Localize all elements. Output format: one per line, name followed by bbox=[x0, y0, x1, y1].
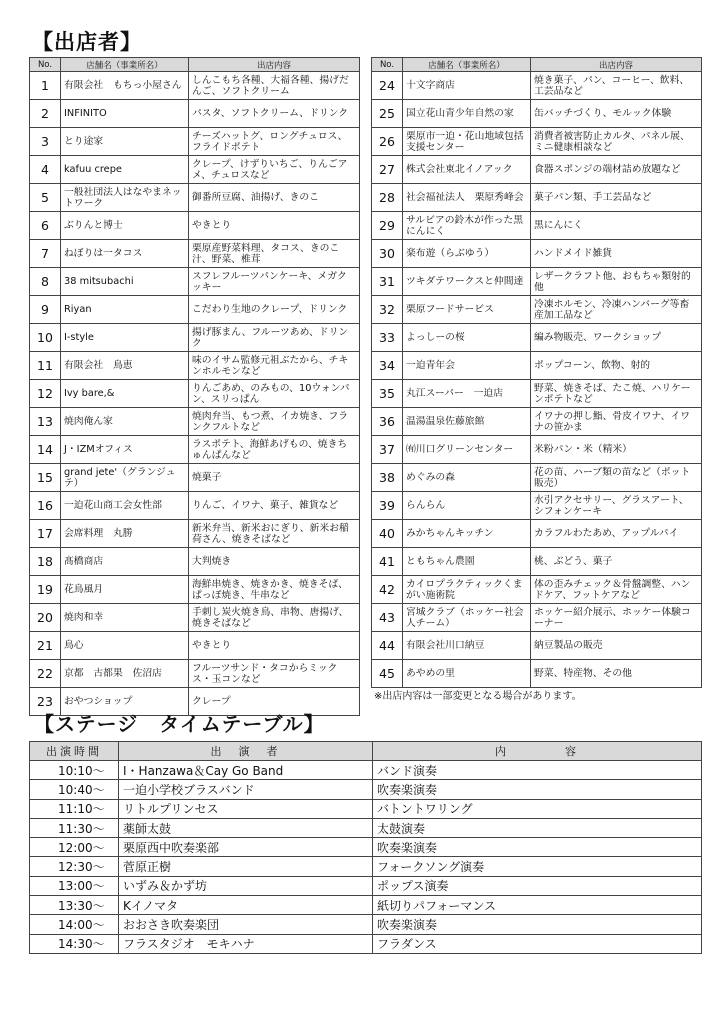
vendor-content: 栗原産野菜料理、タコス、きのこ汁、野菜、椎茸 bbox=[189, 240, 360, 268]
vendor-name: I-style bbox=[61, 324, 189, 352]
vendor-content: クレープ、けずりいちご、りんごアメ、チュロスなど bbox=[189, 156, 360, 184]
vendor-content: りんごあめ、のみもの、10ウォンパン、スリっぱん bbox=[189, 380, 360, 408]
vendor-row bbox=[372, 604, 702, 632]
stage-time: 14:30～ bbox=[30, 934, 119, 953]
stage-row bbox=[30, 934, 702, 953]
stage-performer: Kイノマタ bbox=[119, 896, 373, 915]
vendor-no: 6 bbox=[30, 212, 61, 240]
vendor-no: 18 bbox=[30, 548, 61, 576]
stage-title: 【ステージ タイムテーブル】 bbox=[34, 712, 325, 736]
vendor-name: 十文字商店 bbox=[403, 72, 531, 100]
vendor-no: 13 bbox=[30, 408, 61, 436]
stage-performer: リトルプリンセス bbox=[119, 799, 373, 818]
stage-time: 14:00～ bbox=[30, 915, 119, 934]
stage-row bbox=[30, 838, 702, 857]
vendor-no: 16 bbox=[30, 492, 61, 520]
vendor-content: やきとり bbox=[189, 632, 360, 660]
vendor-no: 9 bbox=[30, 296, 61, 324]
vendor-content: 米粉パン・米（精米） bbox=[531, 436, 702, 464]
stage-row bbox=[30, 780, 702, 799]
vendor-name: INFINITO bbox=[61, 100, 189, 128]
change-note: ※出店内容は一部変更となる場合があります。 bbox=[374, 691, 582, 702]
header-name: 店舗名（事業所名） bbox=[61, 58, 189, 72]
vendor-name: 有限会社川口納豆 bbox=[403, 632, 531, 660]
vendor-name: 株式会社東北イノアック bbox=[403, 156, 531, 184]
vendor-name: 鳥心 bbox=[61, 632, 189, 660]
vendor-no: 4 bbox=[30, 156, 61, 184]
vendor-content: 缶バッチづくり、モルック体験 bbox=[531, 100, 702, 128]
vendor-row bbox=[30, 296, 360, 324]
stage-time: 13:30～ bbox=[30, 896, 119, 915]
vendor-row bbox=[372, 352, 702, 380]
vendor-name: よっしーの桜 bbox=[403, 324, 531, 352]
vendor-content: 味のイサム監修元祖ぶたから、チキンホルモンなど bbox=[189, 352, 360, 380]
vendor-name: サルビアの鈴木が作った黒にんにく bbox=[403, 212, 531, 240]
stage-performer: 栗原西中吹奏楽部 bbox=[119, 838, 373, 857]
vendor-content: 花の苗、ハーブ類の苗など（ポット販売） bbox=[531, 464, 702, 492]
stage-content: 吹奏楽演奏 bbox=[373, 915, 702, 934]
vendor-content: 食器スポンジの端材詰め放題など bbox=[531, 156, 702, 184]
vendor-no: 20 bbox=[30, 604, 61, 632]
vendor-name: あやめの里 bbox=[403, 660, 531, 688]
vendor-row bbox=[30, 352, 360, 380]
header-content: 出店内容 bbox=[531, 58, 702, 72]
vendor-row bbox=[372, 660, 702, 688]
vendor-content: 菓子パン類、手工芸品など bbox=[531, 184, 702, 212]
vendor-name: 一迫青年会 bbox=[403, 352, 531, 380]
vendor-no: 35 bbox=[372, 380, 403, 408]
vendor-content: カラフルわたあめ、アップルパイ bbox=[531, 520, 702, 548]
vendor-no: 28 bbox=[372, 184, 403, 212]
vendor-no: 36 bbox=[372, 408, 403, 436]
vendor-row bbox=[372, 324, 702, 352]
vendor-row bbox=[372, 408, 702, 436]
vendor-name: 会席料理 丸勝 bbox=[61, 520, 189, 548]
vendor-no: 45 bbox=[372, 660, 403, 688]
vendor-name: おやつショップ bbox=[61, 688, 189, 716]
vendor-name: Ivy bare,& bbox=[61, 380, 189, 408]
vendor-row bbox=[30, 212, 360, 240]
stage-content: バンド演奏 bbox=[373, 761, 702, 780]
vendor-name: めぐみの森 bbox=[403, 464, 531, 492]
vendor-name: 有限会社 もちっ小屋さん bbox=[61, 72, 189, 100]
vendor-name: J・IZMオフィス bbox=[61, 436, 189, 464]
vendor-no: 37 bbox=[372, 436, 403, 464]
vendor-no: 44 bbox=[372, 632, 403, 660]
header-name: 店舗名（事業所名） bbox=[403, 58, 531, 72]
vendor-no: 17 bbox=[30, 520, 61, 548]
vendor-no: 31 bbox=[372, 268, 403, 296]
vendor-content: 御番所豆腐、油揚げ、きのこ bbox=[189, 184, 360, 212]
vendor-no: 15 bbox=[30, 464, 61, 492]
vendor-content: 納豆製品の販売 bbox=[531, 632, 702, 660]
header-no: No. bbox=[372, 58, 403, 72]
vendor-content: 消費者被害防止カルタ、パネル展、ミニ健康相談など bbox=[531, 128, 702, 156]
stage-content: バトントワリング bbox=[373, 799, 702, 818]
vendor-row bbox=[30, 660, 360, 688]
vendor-no: 38 bbox=[372, 464, 403, 492]
vendor-no: 41 bbox=[372, 548, 403, 576]
header-time: 出演時間 bbox=[30, 742, 119, 761]
vendor-content: 焼き菓子、パン、コーヒー、飲料、工芸品など bbox=[531, 72, 702, 100]
vendor-row bbox=[30, 548, 360, 576]
vendor-content: 焼肉弁当、もつ煮、イカ焼き、フランクフルトなど bbox=[189, 408, 360, 436]
vendor-row bbox=[30, 184, 360, 212]
vendor-row bbox=[372, 100, 702, 128]
vendor-content: 野菜、特産物、その他 bbox=[531, 660, 702, 688]
vendor-row bbox=[30, 436, 360, 464]
stage-performer: いずみ＆かず坊 bbox=[119, 876, 373, 895]
vendor-no: 43 bbox=[372, 604, 403, 632]
vendor-name: 楽布遊（らぶゆう） bbox=[403, 240, 531, 268]
vendor-name: 温湯温泉佐藤旅館 bbox=[403, 408, 531, 436]
vendor-row bbox=[372, 128, 702, 156]
vendor-no: 14 bbox=[30, 436, 61, 464]
vendor-content: 編み物販売、ワークショップ bbox=[531, 324, 702, 352]
vendor-row bbox=[30, 464, 360, 492]
vendor-name: 国立花山青少年自然の家 bbox=[403, 100, 531, 128]
stage-content: ポップス演奏 bbox=[373, 876, 702, 895]
vendor-row bbox=[372, 156, 702, 184]
vendor-name: 焼肉俺ん家 bbox=[61, 408, 189, 436]
vendor-content: 体の歪みチェック＆骨盤調整、ハンドケア、フットケアなど bbox=[531, 576, 702, 604]
vendors-table-right bbox=[371, 57, 702, 688]
vendor-no: 22 bbox=[30, 660, 61, 688]
vendor-name: 花鳥風月 bbox=[61, 576, 189, 604]
vendor-no: 11 bbox=[30, 352, 61, 380]
stage-performer: 薬師太鼓 bbox=[119, 818, 373, 837]
stage-time: 13:00～ bbox=[30, 876, 119, 895]
vendor-name: 丸江スーパー 一迫店 bbox=[403, 380, 531, 408]
vendor-name: 社会福祉法人 栗原秀峰会 bbox=[403, 184, 531, 212]
header-content: 出店内容 bbox=[189, 58, 360, 72]
header-stage-content: 内 容 bbox=[373, 742, 702, 761]
vendor-content: チーズハットグ、ロングチュロス、フライドポテト bbox=[189, 128, 360, 156]
vendor-row bbox=[372, 464, 702, 492]
stage-row bbox=[30, 857, 702, 876]
vendor-row bbox=[372, 184, 702, 212]
stage-performer: 菅原正樹 bbox=[119, 857, 373, 876]
vendor-content: 黒にんにく bbox=[531, 212, 702, 240]
vendor-no: 25 bbox=[372, 100, 403, 128]
vendor-name: 38 mitsubachi bbox=[61, 268, 189, 296]
vendor-content: ラスポテト、海鮮あげもの、焼きちゅんぱんなど bbox=[189, 436, 360, 464]
vendor-content: やきとり bbox=[189, 212, 360, 240]
vendor-content: しんこもち各種、大福各種、揚げだんご、ソフトクリーム bbox=[189, 72, 360, 100]
vendor-no: 27 bbox=[372, 156, 403, 184]
vendor-no: 34 bbox=[372, 352, 403, 380]
vendor-no: 3 bbox=[30, 128, 61, 156]
vendor-no: 39 bbox=[372, 492, 403, 520]
vendor-name: 髙橋商店 bbox=[61, 548, 189, 576]
stage-performer: フラスタジオ モキハナ bbox=[119, 934, 373, 953]
stage-time: 12:00～ bbox=[30, 838, 119, 857]
vendor-row bbox=[372, 632, 702, 660]
vendor-name: 焼肉和幸 bbox=[61, 604, 189, 632]
vendor-content: 新米弁当、新米おにぎり、新米お稲荷さん、焼きそばなど bbox=[189, 520, 360, 548]
vendor-row bbox=[30, 492, 360, 520]
vendor-content: 焼菓子 bbox=[189, 464, 360, 492]
vendor-content: 桃、ぶどう、菓子 bbox=[531, 548, 702, 576]
vendor-content: パスタ、ソフトクリーム、ドリンク bbox=[189, 100, 360, 128]
vendor-content: ハンドメイド雑貨 bbox=[531, 240, 702, 268]
vendor-row bbox=[372, 548, 702, 576]
vendor-name: 栗原市一迫・花山地域包括支援センター bbox=[403, 128, 531, 156]
header-performer: 出 演 者 bbox=[119, 742, 373, 761]
vendor-row bbox=[372, 520, 702, 548]
vendor-content: こだわり生地のクレープ、ドリンク bbox=[189, 296, 360, 324]
vendor-content: 野菜、焼きそば、たこ焼、ハリケーンポテトなど bbox=[531, 380, 702, 408]
vendor-no: 21 bbox=[30, 632, 61, 660]
vendor-name: 栗原フードサービス bbox=[403, 296, 531, 324]
vendor-row bbox=[30, 408, 360, 436]
vendor-content: 水引アクセサリー、グラスアート、シフォンケーキ bbox=[531, 492, 702, 520]
stage-timetable bbox=[29, 741, 702, 954]
vendor-no: 29 bbox=[372, 212, 403, 240]
vendor-content: クレープ bbox=[189, 688, 360, 716]
stage-row bbox=[30, 799, 702, 818]
vendors-table-left bbox=[29, 57, 360, 716]
header-no: No. bbox=[30, 58, 61, 72]
vendor-row bbox=[372, 212, 702, 240]
vendor-name: 有限会社 鳥恵 bbox=[61, 352, 189, 380]
vendor-row bbox=[372, 380, 702, 408]
vendor-row bbox=[30, 128, 360, 156]
vendors-title: 【出店者】 bbox=[32, 30, 142, 54]
stage-performer: おおさき吹奏楽団 bbox=[119, 915, 373, 934]
vendor-content: イワナの押し鮨、骨皮イワナ、イワナの笹かま bbox=[531, 408, 702, 436]
stage-content: フラダンス bbox=[373, 934, 702, 953]
vendor-row bbox=[30, 604, 360, 632]
stage-header-row bbox=[30, 742, 702, 761]
vendors-header-row bbox=[30, 58, 360, 72]
vendor-name: ねぼりは一タコス bbox=[61, 240, 189, 268]
stage-time: 11:30～ bbox=[30, 818, 119, 837]
vendor-name: grand jete'（グランジュテ） bbox=[61, 464, 189, 492]
vendor-content: ポップコーン、飲物、射的 bbox=[531, 352, 702, 380]
vendor-row bbox=[372, 296, 702, 324]
vendor-no: 12 bbox=[30, 380, 61, 408]
vendor-row bbox=[372, 576, 702, 604]
stage-content: フォークソング演奏 bbox=[373, 857, 702, 876]
vendor-row bbox=[30, 576, 360, 604]
vendor-name: ツキダテワークスと仲間達 bbox=[403, 268, 531, 296]
vendor-name: 宮城クラブ（ホッケー社会人チーム） bbox=[403, 604, 531, 632]
vendor-no: 40 bbox=[372, 520, 403, 548]
vendor-row bbox=[372, 436, 702, 464]
vendor-no: 1 bbox=[30, 72, 61, 100]
vendor-name: kafuu crepe bbox=[61, 156, 189, 184]
vendor-row bbox=[372, 72, 702, 100]
stage-time: 10:10～ bbox=[30, 761, 119, 780]
vendor-row bbox=[30, 156, 360, 184]
vendor-no: 32 bbox=[372, 296, 403, 324]
vendor-row bbox=[30, 72, 360, 100]
stage-content: 吹奏楽演奏 bbox=[373, 838, 702, 857]
vendor-name: カイロプラクティックくまがい施術院 bbox=[403, 576, 531, 604]
stage-time: 11:10～ bbox=[30, 799, 119, 818]
vendor-name: とり途家 bbox=[61, 128, 189, 156]
vendor-content: ホッケー紹介展示、ホッケー体験コーナー bbox=[531, 604, 702, 632]
vendor-name: みかちゃんキッチン bbox=[403, 520, 531, 548]
stage-content: 紙切りパフォーマンス bbox=[373, 896, 702, 915]
vendor-content: レザークラフト他、おもちゃ類射的他 bbox=[531, 268, 702, 296]
vendor-row bbox=[30, 380, 360, 408]
vendor-row bbox=[30, 632, 360, 660]
stage-content: 太鼓演奏 bbox=[373, 818, 702, 837]
stage-row bbox=[30, 876, 702, 895]
vendor-no: 26 bbox=[372, 128, 403, 156]
vendor-row bbox=[372, 268, 702, 296]
vendor-content: 手刺し炭火焼き鳥、串物、唐揚げ、焼きそばなど bbox=[189, 604, 360, 632]
vendor-row bbox=[30, 324, 360, 352]
vendor-name: ㈲川口グリーンセンター bbox=[403, 436, 531, 464]
vendor-content: りんご、イワナ、菓子、雑貨など bbox=[189, 492, 360, 520]
vendor-no: 10 bbox=[30, 324, 61, 352]
stage-performer: 一迫小学校ブラスバンド bbox=[119, 780, 373, 799]
vendor-row bbox=[372, 240, 702, 268]
vendor-no: 5 bbox=[30, 184, 61, 212]
vendor-no: 24 bbox=[372, 72, 403, 100]
vendor-no: 7 bbox=[30, 240, 61, 268]
vendor-name: Riyan bbox=[61, 296, 189, 324]
vendor-content: 海鮮串焼き、焼きかき、焼きそば、ぱっぽ焼き、牛串など bbox=[189, 576, 360, 604]
stage-time: 10:40～ bbox=[30, 780, 119, 799]
stage-time: 12:30～ bbox=[30, 857, 119, 876]
vendors-header-row bbox=[372, 58, 702, 72]
vendor-name: 京都 古都果 佐沼店 bbox=[61, 660, 189, 688]
vendor-name: らんらん bbox=[403, 492, 531, 520]
stage-row bbox=[30, 915, 702, 934]
vendor-row bbox=[372, 492, 702, 520]
vendor-no: 42 bbox=[372, 576, 403, 604]
vendor-name: 一般社団法人はなやまネットワーク bbox=[61, 184, 189, 212]
vendor-content: 揚げ豚まん、フルーツあめ、ドリンク bbox=[189, 324, 360, 352]
vendor-row bbox=[30, 100, 360, 128]
vendor-no: 23 bbox=[30, 688, 61, 716]
vendor-name: ともちゃん農園 bbox=[403, 548, 531, 576]
vendor-content: フルーツサンド・タコからミックス・玉コンなど bbox=[189, 660, 360, 688]
vendor-no: 8 bbox=[30, 268, 61, 296]
stage-row bbox=[30, 896, 702, 915]
vendor-name: 一迫花山商工会女性部 bbox=[61, 492, 189, 520]
vendor-row bbox=[30, 520, 360, 548]
stage-performer: I・Hanzawa＆Cay Go Band bbox=[119, 761, 373, 780]
vendor-no: 30 bbox=[372, 240, 403, 268]
vendor-content: 冷凍ホルモン、冷凍ハンバーグ等畜産加工品など bbox=[531, 296, 702, 324]
vendor-no: 33 bbox=[372, 324, 403, 352]
vendor-content: 大判焼き bbox=[189, 548, 360, 576]
stage-row bbox=[30, 818, 702, 837]
vendor-row bbox=[30, 240, 360, 268]
stage-content: 吹奏楽演奏 bbox=[373, 780, 702, 799]
stage-row bbox=[30, 761, 702, 780]
vendor-no: 2 bbox=[30, 100, 61, 128]
vendor-no: 19 bbox=[30, 576, 61, 604]
vendor-content: スフレフルーツパンケーキ、メガクッキー bbox=[189, 268, 360, 296]
vendor-row bbox=[30, 268, 360, 296]
vendor-name: ぶりんと博士 bbox=[61, 212, 189, 240]
